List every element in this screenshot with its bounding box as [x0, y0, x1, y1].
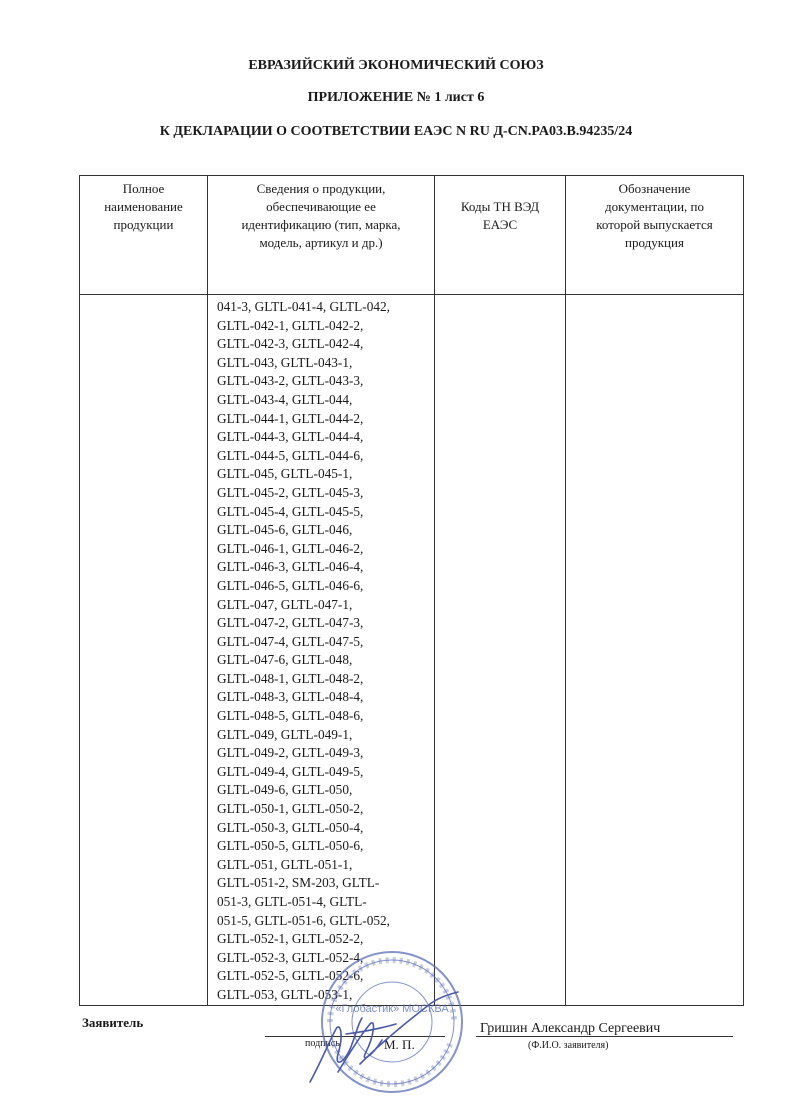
signature-caption: подпись [305, 1038, 340, 1049]
product-line: GLTL-045-4, GLTL-045-5, [217, 503, 364, 519]
table-row [80, 295, 744, 1006]
stamp-and-signature [300, 944, 470, 1094]
cell-full-name [80, 295, 208, 1006]
seal-caption: М. П. [384, 1037, 415, 1052]
name-caption: (Ф.И.О. заявителя) [528, 1040, 609, 1051]
product-line: GLTL-043-2, GLTL-043-3, [217, 373, 364, 389]
product-line: GLTL-043, GLTL-043-1, [217, 354, 353, 370]
appendix-title: ПРИЛОЖЕНИЕ № 1 лист 6 [307, 90, 485, 105]
cell-tn-ved-codes [435, 295, 566, 1006]
product-line: GLTL-050-5, GLTL-050-6, [217, 838, 364, 854]
header-tn-ved-codes: Коды ТН ВЭД ЕАЭС [435, 176, 566, 295]
product-line: GLTL-052-1, GLTL-052-2, [217, 931, 364, 947]
cell-documentation [566, 295, 744, 1006]
product-line: GLTL-053, GLTL-053-1, [217, 986, 353, 1002]
product-line: GLTL-048-1, GLTL-048-2, [217, 670, 364, 686]
product-line: GLTL-047-2, GLTL-047-3, [217, 615, 364, 631]
product-line: GLTL-051-2, SM-203, GLTL- [217, 875, 380, 891]
header-full-name: Полное наименование продукции [80, 176, 208, 295]
product-line: GLTL-044-5, GLTL-044-6, [217, 447, 364, 463]
product-line: GLTL-046-5, GLTL-046-6, [217, 577, 364, 593]
declaration-title: К ДЕКЛАРАЦИИ О СООТВЕТСТВИИ ЕАЭС N RU Д-CN.PA03.B.94235/24 [159, 124, 633, 139]
table-header-row [80, 176, 744, 295]
product-line: GLTL-049-6, GLTL-050, [217, 782, 353, 798]
product-line: GLTL-045-6, GLTL-046, [217, 522, 353, 538]
header-product-info: Сведения о продукции, обеспечивающие ее идентификацию (тип, марка, модель, артикул и др.) [208, 176, 435, 295]
product-line: GLTL-046-3, GLTL-046-4, [217, 559, 364, 575]
union-title: ЕВРАЗИЙСКИЙ ЭКОНОМИЧЕСКИЙ СОЮЗ [248, 58, 544, 73]
product-line: GLTL-042-1, GLTL-042-2, [217, 317, 364, 333]
header-documentation: Обозначение документации, по которой выпускается продукция [566, 176, 744, 295]
product-line: 051-3, GLTL-051-4, GLTL- [217, 894, 367, 909]
product-line: GLTL-044-3, GLTL-044-4, [217, 429, 364, 445]
product-line: GLTL-049-2, GLTL-049-3, [217, 745, 364, 761]
product-line: GLTL-047-4, GLTL-047-5, [217, 633, 364, 649]
product-line: GLTL-050-1, GLTL-050-2, [217, 801, 364, 817]
product-line: GLTL-049-4, GLTL-049-5, [217, 763, 364, 779]
product-line: 041-3, GLTL-041-4, GLTL-042, [217, 299, 390, 314]
product-line: GLTL-052-3, GLTL-052-4, [217, 949, 364, 965]
product-line: GLTL-046-1, GLTL-046-2, [217, 540, 364, 556]
applicant-name: Гришин Александр Сергеевич [480, 1021, 661, 1036]
product-line: GLTL-051, GLTL-051-1, [217, 856, 353, 872]
product-line: GLTL-047, GLTL-047-1, [217, 596, 353, 612]
applicant-label: Заявитель [82, 1015, 144, 1030]
product-line: 051-5, GLTL-051-6, GLTL-052, [217, 912, 390, 928]
product-line: GLTL-049, GLTL-049-1, [217, 726, 353, 742]
product-line: GLTL-042-3, GLTL-042-4, [217, 336, 364, 352]
product-line: GLTL-045-2, GLTL-045-3, [217, 484, 364, 500]
product-line: GLTL-044-1, GLTL-044-2, [217, 410, 364, 426]
product-line: GLTL-043-4, GLTL-044, [217, 391, 353, 407]
stamp-text: «Глобастик» МОСКВА [335, 1003, 449, 1015]
round-seal [322, 952, 462, 1092]
product-line: GLTL-050-3, GLTL-050-4, [217, 819, 364, 835]
products-table [79, 175, 744, 1006]
cell-product-info [208, 295, 435, 1006]
product-line: GLTL-048-3, GLTL-048-4, [217, 689, 364, 705]
product-line: GLTL-048-5, GLTL-048-6, [217, 708, 364, 724]
product-line: GLTL-047-6, GLTL-048, [217, 652, 353, 668]
product-line: GLTL-045, GLTL-045-1, [217, 466, 353, 482]
product-line: GLTL-052-5, GLTL-052-6, [217, 968, 364, 984]
